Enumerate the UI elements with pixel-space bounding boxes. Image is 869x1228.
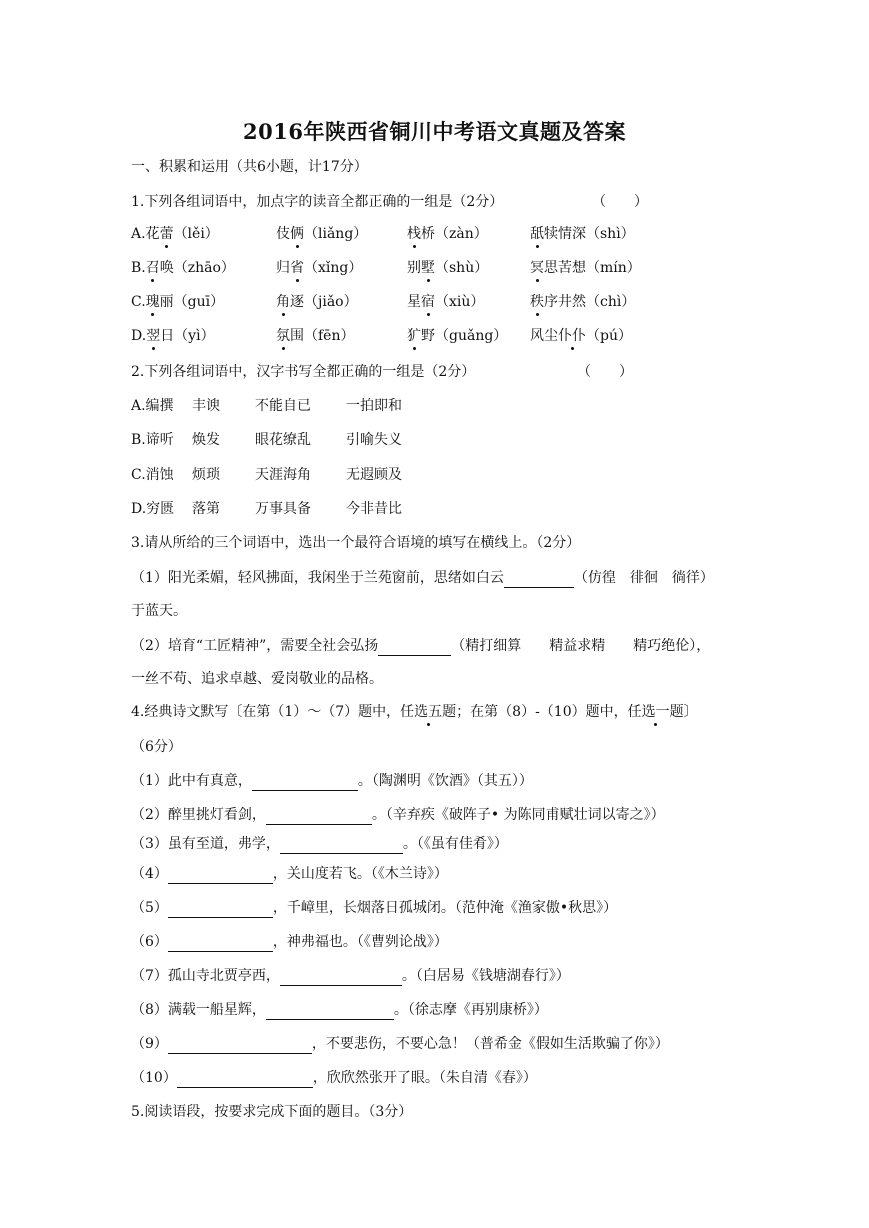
- item-text: （8）满载一船星辉，: [131, 1002, 266, 1018]
- word-choices: （精打细算 精益求精 精巧绝伦），: [451, 638, 711, 654]
- question-3-stem: 3.请从所给的三个词语中，选出一个最符合语境的填写在横线上。（2分）: [131, 535, 581, 551]
- option-word: D.穷匮: [131, 501, 175, 517]
- option-term: B.召唤（zhāo）: [131, 260, 235, 276]
- option-term: 栈桥（zàn）: [407, 226, 488, 242]
- item-source: 。（白居易《钱塘湖春行》）: [401, 968, 570, 984]
- option-word: 落第: [192, 501, 220, 517]
- option-term: 冥思苦想（mín）: [530, 260, 641, 276]
- fill-blank[interactable]: [168, 1038, 312, 1054]
- question-2-stem: 2.下列各组词语中，汉字书写全都正确的一组是（2分）: [131, 364, 476, 380]
- question-3-sentence-2: [131, 636, 710, 656]
- item-source: 。（《虽有佳肴》）: [402, 836, 508, 852]
- option-term: A.花蕾（lěi）: [131, 226, 219, 242]
- item-source: 。（徐志摩《再别康桥》）: [393, 1002, 548, 1018]
- option-term: 犷野（guǎng）: [407, 328, 508, 344]
- fill-blank[interactable]: [266, 1004, 394, 1020]
- option-term: 星宿（xiù）: [407, 294, 485, 310]
- question-3-sentence-2-end: 一丝不苟、追求卓越、爱岗敬业的品格。: [131, 671, 383, 687]
- question-4-score: （6分）: [131, 739, 182, 755]
- item-text: （3）虽有至道，弗学，: [131, 836, 280, 852]
- question-1-answer-paren: （ ）: [592, 194, 648, 210]
- recitation-item-3: [131, 834, 508, 854]
- recitation-item-9: [131, 1034, 669, 1054]
- question-2-answer-paren: （ ）: [577, 364, 633, 380]
- item-text: （2）醉里挑灯看剑，: [131, 807, 266, 823]
- option-word: 焕发: [192, 432, 220, 448]
- page-title: 2016年陕西省铜川中考语文真题及答案: [243, 119, 626, 144]
- item-source: 。（辛弃疾《破阵子• 为陈同甫赋壮词以寄之》）: [371, 807, 665, 823]
- item-source: ，欣欣然张开了眼。（朱自清《春》）: [312, 1070, 537, 1086]
- fill-blank[interactable]: [266, 809, 372, 825]
- question-3-sentence-1: [131, 568, 714, 588]
- option-term: 归省（xǐng）: [276, 260, 363, 276]
- item-text: （5）: [131, 900, 168, 916]
- recitation-item-7: [131, 966, 570, 986]
- item-text: （4）: [131, 866, 168, 882]
- item-source: 。（陶渊明《饮酒》（其五））: [357, 773, 533, 789]
- option-term: 风尘仆仆（pú）: [530, 328, 632, 344]
- item-source: ，关山度若飞。（《木兰诗》）: [272, 866, 448, 882]
- fill-blank[interactable]: [168, 936, 273, 952]
- option-term: 秩序井然（chì）: [530, 294, 636, 310]
- word-choices: （仿徨 徘徊 徜徉）: [573, 570, 714, 586]
- option-word: 不能自已: [255, 398, 311, 414]
- option-word: C.消蚀: [131, 467, 174, 483]
- item-text: （10）: [131, 1070, 177, 1086]
- question-1-stem: 1.下列各组词语中，加点字的读音全都正确的一组是（2分）: [131, 194, 504, 210]
- item-text: （9）: [131, 1036, 168, 1052]
- section-heading: 一、积累和运用（共6小题，计17分）: [131, 159, 368, 175]
- fill-blank[interactable]: [168, 902, 273, 918]
- stem-text: ；在第（8）-（10）题中，: [456, 704, 628, 720]
- recitation-item-10: [131, 1068, 537, 1088]
- option-word: 今非昔比: [346, 501, 402, 517]
- fill-blank[interactable]: [504, 572, 574, 588]
- option-term: D.翌日（yì）: [131, 328, 215, 344]
- item-source: ，不要悲伤，不要心急！（普希金《假如生活欺骗了你》）: [311, 1036, 669, 1052]
- option-term: 角逐（jiǎo）: [276, 294, 358, 310]
- recitation-item-1: [131, 771, 533, 791]
- recitation-item-6: [131, 932, 448, 952]
- option-word: 引喻失义: [346, 432, 402, 448]
- option-word: 万事具备: [255, 501, 311, 517]
- question-3-sentence-1-end: 于蓝天。: [131, 603, 187, 619]
- sentence-text: （2）培育“工匠精神”，需要全社会弘扬: [131, 638, 379, 654]
- item-text: （7）孤山寺北贾亭西，: [131, 968, 280, 984]
- item-source: ，千嶂里，长烟落日孤城闭。（范仲淹《渔家傲•秋思》）: [272, 900, 618, 916]
- sentence-text: （1）阳光柔媚，轻风拂面，我闲坐于兰苑窗前，思绪如白云: [131, 570, 504, 586]
- option-word: 天涯海角: [255, 467, 311, 483]
- option-word: 无遐顾及: [346, 467, 402, 483]
- option-word: 一拍即和: [346, 398, 402, 414]
- fill-blank[interactable]: [378, 640, 451, 656]
- fill-blank[interactable]: [177, 1072, 313, 1088]
- option-word: 眼花缭乱: [255, 432, 311, 448]
- question-4-stem: [131, 702, 698, 722]
- question-5-stem: 5.阅读语段，按要求完成下面的题目。（3分）: [131, 1104, 413, 1120]
- item-text: （6）: [131, 934, 168, 950]
- emphasis-text: 任选一题: [627, 704, 684, 720]
- item-source: ，神弗福也。（《曹刿论战》）: [272, 934, 448, 950]
- option-word: 烦琐: [192, 467, 220, 483]
- option-term: 别墅（shù）: [407, 260, 489, 276]
- fill-blank[interactable]: [280, 970, 402, 986]
- option-term: 氛围（fēn）: [276, 328, 355, 344]
- stem-text: 〕: [683, 704, 698, 720]
- option-term: 伎俩（liǎng）: [276, 226, 368, 242]
- recitation-item-2: [131, 805, 665, 825]
- option-term: C.瑰丽（guī）: [131, 294, 225, 310]
- option-term: 舐犊情深（shì）: [530, 226, 635, 242]
- fill-blank[interactable]: [280, 838, 403, 854]
- option-word: B.谛听: [131, 432, 174, 448]
- fill-blank[interactable]: [168, 868, 273, 884]
- fill-blank[interactable]: [252, 775, 358, 791]
- recitation-item-5: [131, 898, 617, 918]
- item-text: （1）此中有真意，: [131, 773, 252, 789]
- option-word: A.编撰: [131, 398, 174, 414]
- option-word: 丰谀: [192, 398, 220, 414]
- recitation-item-4: [131, 864, 448, 884]
- stem-text: 4.经典诗文默写〔在第（1）～（7）题中，: [131, 704, 401, 720]
- recitation-item-8: [131, 1000, 548, 1020]
- emphasis-text: 任选五题: [400, 704, 457, 720]
